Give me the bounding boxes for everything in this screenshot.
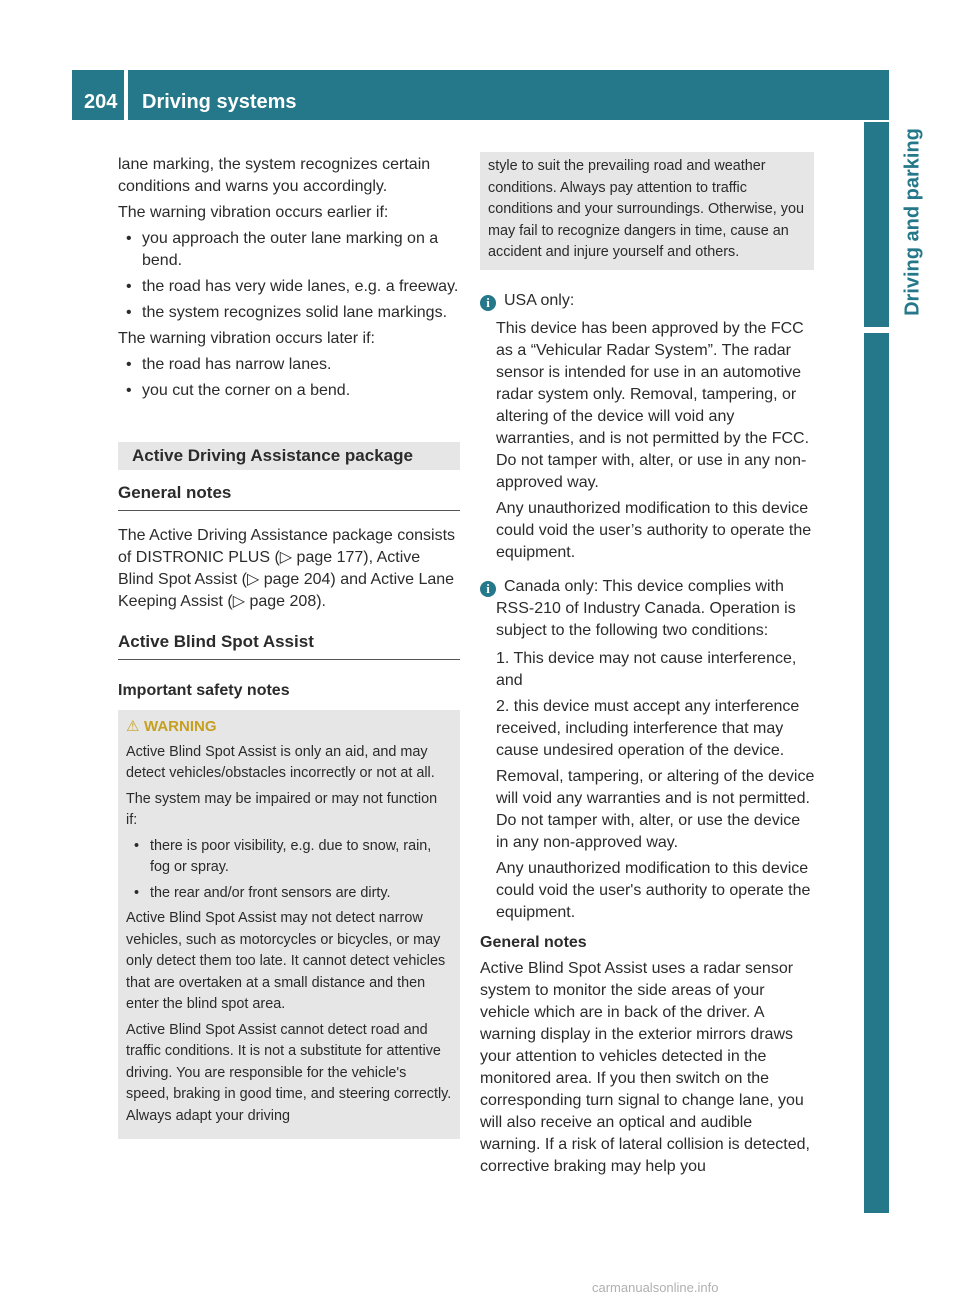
blind-spot-heading: Active Blind Spot Assist	[118, 631, 460, 660]
warning-text: The system may be impaired or may not function if:	[126, 790, 438, 828]
warning-box-continued: style to suit the prevailing road and weather conditions. Always pay attention to traffic conditions and your surroundings. Otherwise, you may fail to recognize dangers in time, cause an accident and injure yourself and others.	[480, 152, 814, 270]
bullet-item: • you cut the corner on a bend.	[126, 382, 351, 399]
canada-text: Removal, tampering, or altering of the device will void any warranties and is not permitted. Do not tamper with, alter, or use the device in any non-approved way.	[496, 767, 815, 851]
warning-text: Active Blind Spot Assist may not detect narrow vehicles, such as motorcycles or bicycles, or may only detect them too late. It cannot detect vehicles that are overtaken at a small distance and then enter the blind spot area.	[126, 910, 446, 1012]
bullet-item: • the road has very wide lanes, e.g. a freeway.	[126, 278, 459, 295]
bullet-item: • the road has narrow lanes.	[126, 356, 332, 373]
side-label: Driving and parking	[901, 128, 924, 316]
warning-text: Active Blind Spot Assist is only an aid, and may detect vehicles/obstacles incorrectly or not at all.	[126, 743, 435, 781]
usa-text: This device has been approved by the FCC as a “Vehicular Radar System”. The radar sensor is intended for use in an automotive radar system only. Removal, tampering, or altering of the device will void any warranties, and is not permitted by the FCC. Do not tamper with, alter, or use in any non-approved way.	[496, 319, 810, 491]
info-icon: i	[480, 295, 496, 311]
usa-text: Any unauthorized modification to this device could void the user’s authority to operate the equipment.	[496, 499, 812, 561]
usa-note-body	[480, 318, 815, 564]
canada-text: 1. This device may not cause interference, and	[496, 649, 797, 689]
intro-text: lane marking, the system recognizes certain conditions and warns you accordingly.	[118, 156, 431, 195]
section-title: Active Driving Assistance package	[118, 442, 460, 470]
chapter-title: Driving systems	[142, 91, 297, 113]
info-icon: i	[480, 581, 496, 597]
general-notes-heading: General notes	[118, 482, 460, 511]
earlier-title: The warning vibration occurs earlier if:	[118, 204, 389, 221]
canada-text: 2. this device must accept any interference received, including interference that may cause undesired operation of the device.	[496, 697, 800, 759]
chapter-header	[128, 70, 889, 120]
bullet-item: • there is poor visibility, e.g. due to snow, rain, fog or spray.	[134, 837, 432, 875]
side-tab	[864, 122, 889, 327]
canada-note: i Canada only: This device complies with RSS-210 of Industry Canada. Operation is subject to the following two conditions:	[480, 576, 815, 642]
canada-note-body	[480, 648, 815, 924]
general-notes-text: Active Blind Spot Assist uses a radar sensor system to monitor the side areas of your vehicle which are in back of the driver. A warning display in the exterior mirrors draws your attention to vehicles detected in the monitored area. If you then switch on the corresponding turn signal to change lane, you will also receive an optical and audible warning. If a risk of lateral collision is detected, corrective braking may help you	[480, 959, 810, 1175]
general-notes-title: General notes	[480, 933, 587, 951]
right-column	[480, 154, 815, 1182]
left-column	[118, 154, 460, 1139]
safety-heading: Important safety notes	[118, 682, 290, 699]
warning-text: Active Blind Spot Assist cannot detect road and traffic conditions. It is not a substitute for attentive driving. You are responsible for the vehicle's speed, braking in good time, and steering correctly. Always adapt your driving	[126, 1021, 452, 1124]
usa-note: i USA only:	[480, 290, 815, 312]
canada-text: Any unauthorized modification to this device could void the user's authority to operate the equipment.	[496, 859, 811, 921]
page-number: 204	[84, 91, 118, 113]
package-text: The Active Driving Assistance package consists of DISTRONIC PLUS (▷ page 177), Active Blind Spot Assist (▷ page 204) and Active Lane Keeping Assist (▷ page 208).	[118, 527, 456, 610]
later-title: The warning vibration occurs later if:	[118, 330, 375, 347]
watermark: carmanualsonline.info	[592, 1280, 719, 1295]
bullet-item: • the rear and/or front sensors are dirty.	[134, 884, 391, 901]
side-bar	[864, 333, 889, 1213]
warning-header: ⚠ WARNING	[126, 716, 452, 738]
bullet-item: • the system recognizes solid lane markings.	[126, 304, 448, 321]
warning-triangle-icon: ⚠	[126, 718, 140, 735]
warning-box	[118, 710, 460, 1139]
bullet-item: • you approach the outer lane marking on a bend.	[126, 230, 439, 269]
page-number-box	[72, 70, 124, 120]
side-label-area	[893, 122, 933, 322]
